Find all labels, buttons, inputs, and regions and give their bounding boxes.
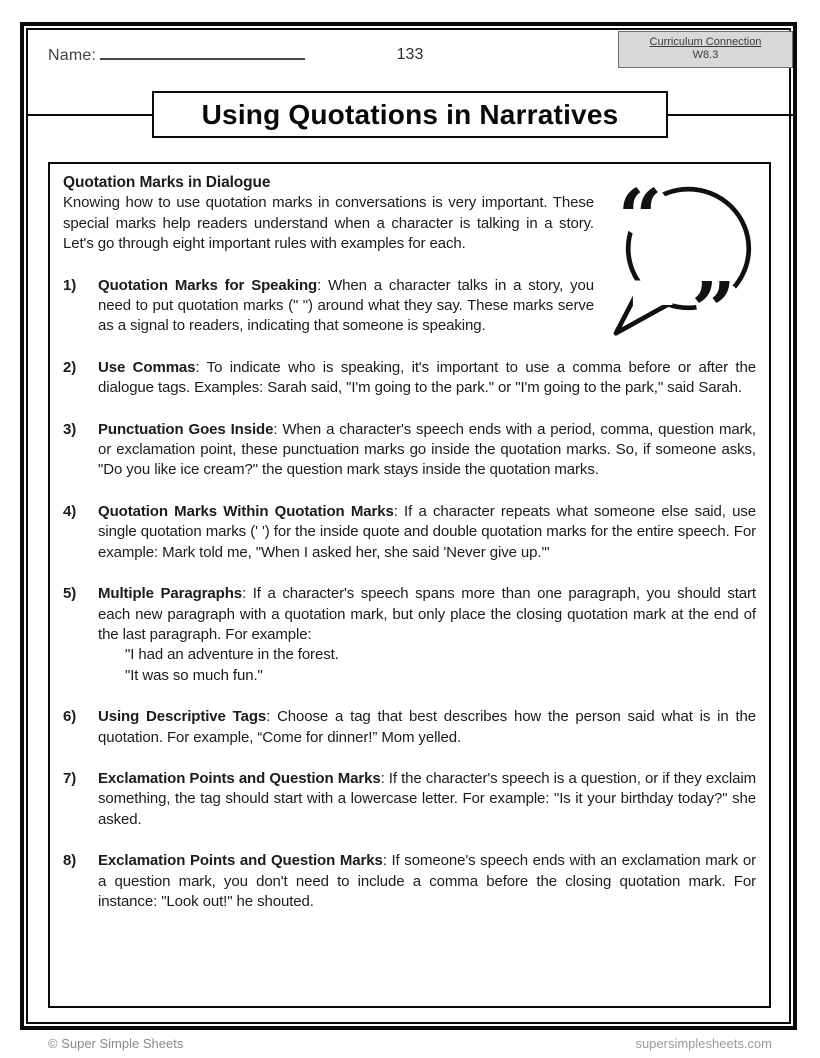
- rule-item-3: [63, 420, 756, 481]
- content-box: [48, 162, 771, 1008]
- rule-number: 3): [63, 420, 77, 438]
- rule-text: : When a character's speech ends with a period, comma, question mark, or exclamation point, these punctuation marks go inside the quotation marks. So, if someone asks, "Do you like ice cream?" the question mark stays inside the quotation marks.: [98, 420, 756, 479]
- rule-title: Quotation Marks for Speaking: [98, 276, 318, 294]
- rule-number: 7): [63, 769, 77, 787]
- rule-title: Use Commas: [98, 358, 196, 376]
- rule-number: 6): [63, 708, 77, 726]
- curriculum-connection-title: Curriculum Connection: [649, 36, 762, 48]
- rule-text: : If a character repeats what someone else said, use single quotation marks (' ') for the inside quote and double quotation marks for the entire speech. For example: Mark told me, "When I asked her, she said 'Never give up.'": [98, 502, 757, 561]
- rule-number: 1): [63, 276, 77, 294]
- speech-bubble-icon: [604, 175, 756, 337]
- rule-text: : Choose a tag that best describes how the person said what is in the quotation. For example, “Come for dinner!” Mom yelled.: [98, 708, 757, 746]
- curriculum-connection-code: W8.3: [692, 49, 719, 61]
- page-number: 133: [396, 46, 424, 63]
- rule-text: : To indicate who is speaking, it's important to use a comma before or after the dialogue tags. Examples: Sarah said, "I'm going to the park." or "I'm going to the park," said Sarah.: [98, 358, 756, 397]
- rule-title: Punctuation Goes Inside: [98, 420, 274, 438]
- intro-paragraph: Knowing how to use quotation marks in conversations is very important. These special marks help readers understand when a character is talking in a story. Let's go through eight important rules with examples for each.: [63, 194, 594, 253]
- rules-list: [63, 276, 756, 913]
- rule-example-line: "It was so much fun.": [125, 666, 263, 684]
- rule-number: 5): [63, 585, 77, 603]
- website-link[interactable]: supersimplesheets.com: [635, 1036, 772, 1051]
- rule-item-2: [63, 358, 756, 399]
- rule-text: : If the character's speech is a question, or if they exclaim something, the tag should start with a lowercase letter. For example: "Is it your birthday today?" she asked.: [98, 769, 756, 828]
- rule-title: Exclamation Points and Question Marks: [98, 769, 381, 787]
- rule-item-8: [63, 851, 756, 912]
- rule-title: Using Descriptive Tags: [98, 708, 267, 726]
- page-footer: [48, 1036, 772, 1051]
- open-quote-glyph: “: [617, 175, 663, 263]
- copyright-text: © Super Simple Sheets: [48, 1036, 184, 1051]
- rule-item-5: [63, 584, 756, 686]
- section-heading: Quotation Marks in Dialogue: [63, 174, 271, 191]
- page-title: Using Quotations in Narratives: [201, 98, 619, 130]
- rule-text: : If someone's speech ends with an exclamation mark or a question mark, you don't need to include a comma before the closing quotation mark. For instance: "Look out!" he shouted.: [98, 852, 756, 910]
- curriculum-connection-badge: [618, 31, 793, 68]
- rule-item-7: [63, 769, 756, 830]
- name-label: Name:: [48, 47, 97, 64]
- rule-number: 8): [63, 852, 77, 870]
- rule-title: Multiple Paragraphs: [98, 585, 243, 603]
- rule-title: Exclamation Points and Question Marks: [98, 852, 383, 870]
- rule-title: Quotation Marks Within Quotation Marks: [98, 502, 394, 520]
- worksheet-title-box: [152, 91, 668, 138]
- close-quote-glyph: ”: [691, 265, 736, 337]
- rule-text: : When a character talks in a story, you need to put quotation marks (" ") around what they say. These marks serve as a signal to readers, indicating that someone is speaking.: [98, 276, 594, 335]
- rule-example-line: "I had an adventure in the forest.: [125, 646, 339, 664]
- rule-number: 4): [63, 502, 77, 520]
- rule-number: 2): [63, 358, 77, 376]
- rule-item-4: [63, 502, 756, 563]
- rule-item-6: [63, 707, 756, 748]
- rule-text: : If a character's speech spans more than one paragraph, you should start each new paragraph with a quotation mark, but only place the closing quotation mark at the end of the last paragraph. For example:: [98, 585, 757, 643]
